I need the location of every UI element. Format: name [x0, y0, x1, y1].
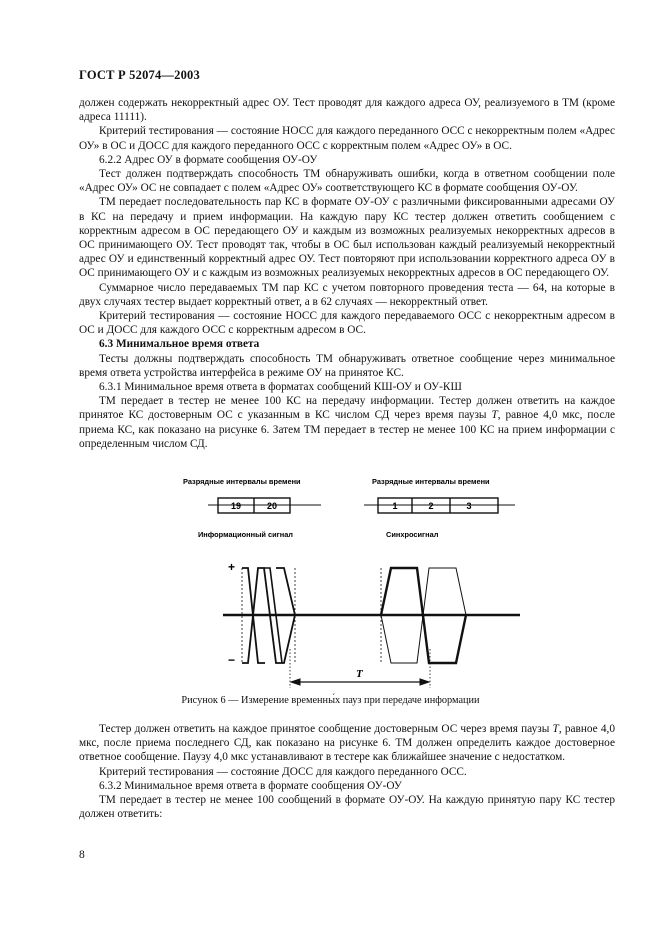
page-number: 8: [79, 849, 85, 861]
sync-signal-label: Синхросигнал: [386, 530, 439, 539]
paragraph: [79, 394, 615, 451]
paragraph: Тесты должны подтверждать способность ТМ обнаруживать ответное сообщение через минимальное время ответа устройства интерфейса в режиме ОУ на принятое КС.: [79, 352, 615, 379]
bit-cell-3: 3: [466, 501, 472, 511]
section-heading-6-3: 6.3 Минимальное время ответа: [99, 338, 260, 351]
body-text-bottom: [79, 722, 615, 821]
text-run: Тестер должен ответить на каждое принятое сообщение достоверным ОС через время паузы: [99, 723, 553, 735]
paragraph: ТМ передает последовательность пар КС в формате ОУ-ОУ с различными фиксированными адресами ОУ в КС на передачу и прием информации. На каждую пару КС тестер должен ответить сообщением с корректным адресом в ОС передающего ОУ и каждым из возможных реализуемых некорректных адресов в ОС принимающего ОУ. Тест проводят так, чтобы в ОС был использован каждый реализуемый некорректный адрес ОУ и единственный корректный адрес ОУ. Тест повторяют при использовании корректного адреса ОУ в ОС принимающего ОУ и с каждым из возможных реализуемых некорректных адресов в ОС передающего ОУ.: [79, 196, 615, 280]
paragraph: ТМ передает в тестер не менее 100 сообщений в формате ОУ-ОУ. На каждую принятую пару КС тестер должен ответить:: [79, 794, 615, 821]
pause-symbol: T: [491, 409, 498, 422]
right-bit-intervals-label: Разрядные интервалы времени: [372, 477, 490, 486]
plus-level-label: +: [228, 560, 236, 574]
section-heading-6-3-1: 6.3.1 Минимальное время ответа в форматах сообщений КШ-ОУ и ОУ-КШ: [99, 381, 462, 394]
information-signal-label: Информационный сигнал: [198, 530, 293, 539]
paragraph: Критерий тестирования — состояние ДОСС для каждого переданного ОСС.: [99, 765, 467, 778]
bit-cell-2: 2: [428, 501, 434, 511]
left-bit-cells: [208, 498, 321, 513]
bit-cell-20: 20: [266, 501, 278, 511]
paragraph: Тест должен подтверждать способность ТМ обнаруживать ошибки, когда в ответном сообщении поле «Адрес ОУ» ОС не совпадает с полем «Адрес ОУ» соответствующего КС в формате сообщения ОУ-ОУ.: [79, 168, 615, 195]
paragraph: должен содержать некорректный адрес ОУ. Тест проводят для каждого адреса ОУ, реализуемого в ТМ (кроме адреса 11111).: [79, 97, 615, 124]
paragraph: [79, 722, 615, 765]
body-text-top: [79, 96, 615, 451]
pause-symbol: T: [552, 723, 559, 735]
section-heading-6-3-2: 6.3.2 Минимальное время ответа в формате сообщения ОУ-ОУ: [99, 779, 402, 792]
paragraph: Суммарное число передаваемых ТМ пар КС с учетом повторного проведения теста — 64, на которые в двух случаях тестер выдает корректный ответ, а в 62 случаях — некорректный ответ.: [79, 281, 615, 308]
pause-label: T: [356, 668, 363, 680]
text-run: , равное 4,0 мкс, после приема последнего СД, как показано на рисунке 6. ТМ должен определить каждое достоверное ответное сообщение. Паузу 4,0 мкс устанавливают в тестере как ближайшее значение с недостатком.: [79, 723, 615, 764]
text-run: , равное 4,0 мкс, после приема КС, как показано на рисунке 6. Затем ТМ передает в тестер не менее 100 КС на прием информации с определенным числом СД.: [79, 409, 616, 450]
paragraph: Критерий тестирования — состояние НОСС для каждого переданного ОСС с некорректным полем «Адрес ОУ» в ОС и ДОСС для каждого переданного ОСС с корректным полем «Адрес ОУ» в ОС.: [79, 125, 615, 152]
standard-header: ГОСТ Р 52074—2003: [79, 68, 200, 82]
bit-cell-1: 1: [392, 501, 398, 511]
bit-cell-19: 19: [230, 501, 242, 511]
right-bit-cells: [364, 498, 515, 513]
left-bit-intervals-label: Разрядные интервалы времени: [183, 477, 301, 486]
section-heading-6-2-2: 6.2.2 Адрес ОУ в формате сообщения ОУ-ОУ: [99, 153, 318, 166]
timing-diagram: [150, 474, 550, 696]
paragraph: Критерий тестирования — состояние НОСС для каждого передаваемого ОСС с некорректным адресом в ОС и ДОСС для каждого ОСС с корректным адресом в ОС.: [79, 310, 615, 337]
minus-level-label: −: [228, 653, 236, 667]
figure-caption: Рисунок 6 — Измерение временны́х пауз при передаче информации: [181, 695, 480, 706]
text-run: ТМ передает в тестер не менее 100 КС на передачу информации. Тестер должен ответить на каждое принятое КС достоверным ОС с указанным в КС числом СД через время паузы: [79, 395, 615, 422]
